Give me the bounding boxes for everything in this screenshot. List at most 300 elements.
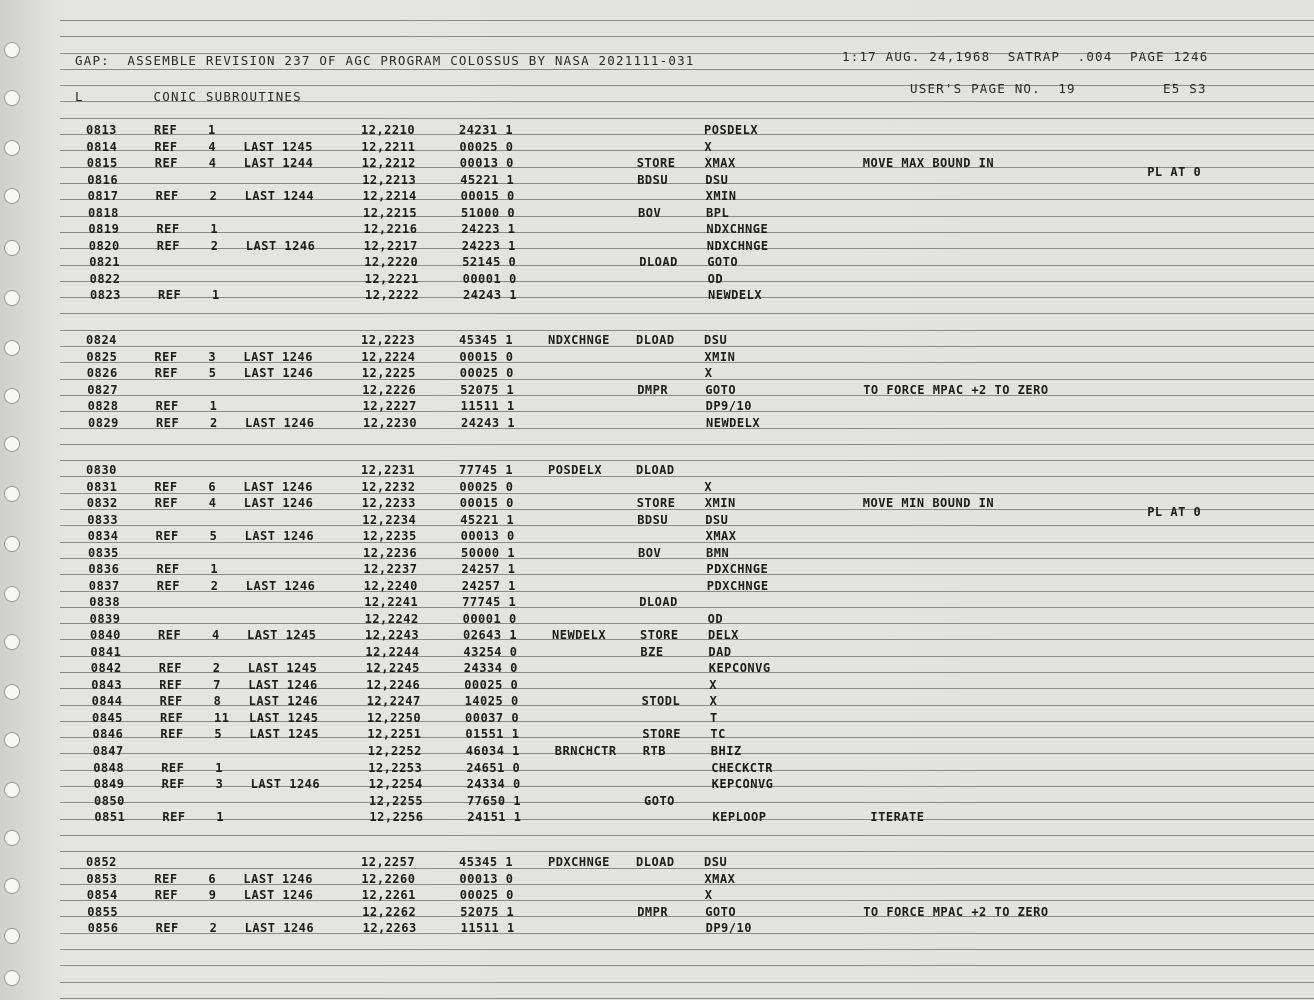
address: 12,2245 bbox=[365, 661, 420, 675]
last-page: LAST 1246 bbox=[244, 529, 315, 543]
header-date-page: 1:17 AUG. 24,1968 SATRAP .004 PAGE 1246 bbox=[842, 49, 1209, 64]
address: 12,2257 bbox=[361, 855, 416, 869]
ref-flag: REF bbox=[156, 562, 180, 576]
seq-number: 0823 bbox=[90, 288, 121, 302]
opcode: BOV bbox=[638, 546, 662, 560]
octal-word: 77745 1 bbox=[462, 595, 517, 609]
ref-flag: REF bbox=[156, 222, 180, 236]
address: 12,2243 bbox=[365, 628, 420, 642]
last-page: LAST 1245 bbox=[247, 661, 318, 675]
ref-count: 6 bbox=[208, 872, 217, 886]
last-page: LAST 1246 bbox=[243, 350, 313, 364]
ref-flag: REF bbox=[159, 678, 183, 692]
ref-flag: REF bbox=[155, 399, 179, 413]
opcode: STORE bbox=[636, 156, 676, 170]
address: 12,2233 bbox=[361, 496, 416, 510]
ref-flag: REF bbox=[159, 694, 183, 708]
seq-number: 0839 bbox=[89, 612, 121, 626]
octal-word: 51000 0 bbox=[461, 206, 516, 220]
seq-number: 0830 bbox=[86, 463, 117, 477]
operand: GOTO bbox=[707, 255, 739, 269]
ref-count: 4 bbox=[212, 628, 220, 642]
seq-number: 0851 bbox=[94, 810, 126, 824]
seq-number: 0820 bbox=[88, 239, 120, 253]
opcode: DLOAD bbox=[636, 463, 675, 477]
seq-number: 0841 bbox=[90, 645, 122, 659]
address: 12,2246 bbox=[366, 678, 421, 692]
ref-flag: REF bbox=[154, 888, 178, 902]
seq-number: 0853 bbox=[86, 872, 118, 886]
address: 12,2244 bbox=[365, 645, 420, 659]
seq-number: 0843 bbox=[91, 678, 123, 692]
seq-number: 0835 bbox=[88, 546, 119, 560]
address: 12,2230 bbox=[363, 416, 418, 430]
ref-count: 2 bbox=[210, 239, 219, 253]
address: 12,2223 bbox=[361, 333, 416, 347]
seq-number: 0836 bbox=[88, 562, 120, 576]
seq-number: 0828 bbox=[87, 399, 119, 413]
operand: PDXCHNGE bbox=[706, 562, 769, 576]
seq-number: 0813 bbox=[86, 123, 117, 137]
address: 12,2216 bbox=[363, 222, 418, 236]
octal-word: 00015 0 bbox=[459, 496, 514, 510]
last-page: LAST 1245 bbox=[249, 711, 319, 725]
ref-count: 2 bbox=[210, 579, 219, 593]
ref-count: 1 bbox=[215, 761, 223, 775]
address: 12,2226 bbox=[362, 383, 417, 397]
ref-count: 5 bbox=[209, 529, 218, 543]
opcode: BDSU bbox=[637, 173, 669, 187]
seq-number: 0848 bbox=[93, 761, 125, 775]
octal-word: 45345 1 bbox=[459, 333, 514, 347]
ref-flag: REF bbox=[154, 480, 178, 494]
seq-number: 0831 bbox=[86, 480, 118, 494]
last-page: LAST 1246 bbox=[243, 366, 314, 380]
feed-hole bbox=[4, 732, 20, 748]
ref-flag: REF bbox=[162, 810, 186, 824]
ref-count: 1 bbox=[216, 810, 225, 824]
feed-hole bbox=[4, 340, 20, 356]
ref-count: 1 bbox=[209, 399, 218, 413]
last-page: LAST 1244 bbox=[244, 189, 315, 203]
last-page: LAST 1246 bbox=[243, 888, 314, 902]
feed-hole bbox=[4, 240, 20, 256]
octal-word: 45221 1 bbox=[460, 513, 515, 527]
ref-flag: REF bbox=[154, 366, 178, 380]
octal-word: 24151 1 bbox=[467, 810, 522, 824]
octal-word: 24257 1 bbox=[461, 562, 516, 576]
operand: X bbox=[709, 694, 718, 708]
opcode: GOTO bbox=[644, 794, 675, 808]
opcode: DMPR bbox=[637, 383, 669, 397]
seq-number: 0850 bbox=[94, 794, 125, 808]
operand: BPL bbox=[706, 206, 730, 220]
octal-word: 00025 0 bbox=[464, 678, 519, 692]
octal-word: 77650 1 bbox=[467, 794, 522, 808]
opcode: BOV bbox=[638, 206, 662, 220]
octal-word: 00037 0 bbox=[465, 711, 520, 725]
feed-hole bbox=[4, 188, 20, 204]
ref-flag: REF bbox=[158, 288, 182, 302]
address: 12,2262 bbox=[362, 905, 417, 919]
last-page: LAST 1246 bbox=[243, 496, 314, 510]
seq-number: 0854 bbox=[86, 888, 118, 902]
last-page: LAST 1246 bbox=[245, 239, 316, 253]
operand: POSDELX bbox=[704, 123, 759, 137]
octal-word: 24651 0 bbox=[466, 761, 521, 775]
address: 12,2237 bbox=[363, 562, 418, 576]
header-section-title: L CONIC SUBROUTINES bbox=[75, 89, 302, 104]
octal-word: 00025 0 bbox=[459, 140, 514, 154]
seq-number: 0852 bbox=[86, 855, 117, 869]
feed-hole bbox=[4, 388, 20, 404]
operand: KEPLOOP bbox=[712, 810, 767, 824]
comment: TO FORCE MPAC +2 TO ZERO bbox=[863, 383, 1049, 397]
ref-flag: REF bbox=[161, 761, 185, 775]
ref-count: 11 bbox=[214, 711, 230, 725]
comment: MOVE MAX BOUND IN bbox=[862, 156, 995, 170]
octal-word: 45345 1 bbox=[459, 855, 514, 869]
ref-count: 2 bbox=[210, 416, 218, 430]
operand: OD bbox=[707, 272, 724, 286]
seq-number: 0824 bbox=[86, 333, 117, 347]
seq-number: 0834 bbox=[87, 529, 119, 543]
operand: PDXCHNGE bbox=[706, 579, 769, 593]
address: 12,2250 bbox=[367, 711, 422, 725]
address: 12,2225 bbox=[361, 366, 416, 380]
octal-word: 24257 1 bbox=[461, 579, 516, 593]
address: 12,2222 bbox=[365, 288, 420, 302]
ref-flag: REF bbox=[154, 496, 178, 510]
last-page: LAST 1246 bbox=[243, 480, 313, 494]
operand: KEPCONVG bbox=[711, 777, 774, 791]
operand: XMIN bbox=[704, 350, 736, 364]
feed-hole bbox=[4, 42, 20, 58]
address: 12,2252 bbox=[367, 744, 422, 758]
seq-number: 0838 bbox=[89, 595, 121, 609]
address: 12,2234 bbox=[362, 513, 417, 527]
address: 12,2212 bbox=[361, 156, 416, 170]
label: BRNCHCTR bbox=[554, 744, 617, 758]
address: 12,2231 bbox=[361, 463, 416, 477]
address: 12,2242 bbox=[364, 612, 419, 626]
ref-flag: REF bbox=[155, 189, 179, 203]
opcode: DLOAD bbox=[639, 595, 678, 609]
ref-flag: REF bbox=[154, 350, 178, 364]
ref-flag: REF bbox=[160, 727, 184, 741]
feed-hole bbox=[4, 486, 20, 502]
feed-hole bbox=[4, 970, 20, 986]
operand: CHECKCTR bbox=[711, 761, 773, 775]
opcode: BZE bbox=[640, 645, 664, 659]
operand: DELX bbox=[708, 628, 739, 642]
seq-number: 0846 bbox=[92, 727, 124, 741]
label: POSDELX bbox=[548, 463, 603, 477]
seq-number: 0814 bbox=[86, 140, 118, 154]
ref-flag: REF bbox=[154, 140, 178, 154]
octal-word: 52075 1 bbox=[460, 383, 515, 397]
ref-count: 4 bbox=[208, 156, 217, 170]
seq-number: 0829 bbox=[88, 416, 119, 430]
octal-word: 50000 1 bbox=[461, 546, 516, 560]
operand: T bbox=[710, 711, 718, 725]
octal-word: 00013 0 bbox=[459, 156, 514, 170]
address: 12,2215 bbox=[363, 206, 418, 220]
feed-hole bbox=[4, 684, 20, 700]
operand: DP9/10 bbox=[705, 921, 752, 935]
header-users-page: USER'S PAGE NO. 19 E5 S3 bbox=[910, 81, 1207, 96]
seq-number: 0844 bbox=[91, 694, 123, 708]
octal-word: 43254 0 bbox=[463, 645, 518, 659]
operand: KEPCONVG bbox=[708, 661, 771, 675]
feed-hole bbox=[4, 878, 20, 894]
address: 12,2221 bbox=[364, 272, 419, 286]
seq-number: 0827 bbox=[87, 383, 119, 397]
seq-number: 0842 bbox=[90, 661, 122, 675]
ref-flag: REF bbox=[158, 661, 182, 675]
seq-number: 0847 bbox=[92, 744, 124, 758]
ref-flag: REF bbox=[154, 123, 178, 137]
seq-number: 0837 bbox=[88, 579, 120, 593]
address: 12,2253 bbox=[368, 761, 423, 775]
seq-number: 0825 bbox=[86, 350, 118, 364]
octal-word: 24243 1 bbox=[461, 416, 516, 430]
seq-number: 0815 bbox=[86, 156, 118, 170]
feed-hole bbox=[4, 140, 20, 156]
seq-number: 0849 bbox=[93, 777, 125, 791]
operand: XMIN bbox=[705, 189, 737, 203]
operand: XMIN bbox=[704, 496, 736, 510]
seq-number: 0818 bbox=[88, 206, 119, 220]
comment: TO FORCE MPAC +2 TO ZERO bbox=[863, 905, 1049, 919]
octal-word: 00015 0 bbox=[460, 189, 515, 203]
operand: X bbox=[704, 366, 713, 380]
address: 12,2227 bbox=[362, 399, 417, 413]
opcode: STORE bbox=[642, 727, 682, 741]
octal-word: 24334 0 bbox=[466, 777, 521, 791]
octal-word: 52145 0 bbox=[462, 255, 517, 269]
seq-number: 0856 bbox=[87, 921, 119, 935]
address: 12,2240 bbox=[363, 579, 418, 593]
label: NDXCHNGE bbox=[548, 333, 610, 347]
ref-flag: REF bbox=[155, 921, 179, 935]
operand: DAD bbox=[708, 645, 732, 659]
octal-word: 00025 0 bbox=[459, 480, 514, 494]
last-page: LAST 1245 bbox=[243, 140, 313, 154]
octal-word: 11511 1 bbox=[460, 399, 515, 413]
octal-word: 00015 0 bbox=[459, 350, 514, 364]
ref-count: 6 bbox=[208, 480, 217, 494]
feed-hole bbox=[4, 586, 20, 602]
address: 12,2247 bbox=[366, 694, 421, 708]
ref-flag: REF bbox=[158, 628, 182, 642]
operand: X bbox=[704, 888, 713, 902]
opcode: DMPR bbox=[637, 905, 669, 919]
last-page: LAST 1246 bbox=[245, 416, 315, 430]
octal-word: 02643 1 bbox=[463, 628, 518, 642]
seq-number: 0855 bbox=[87, 905, 119, 919]
label: NEWDELX bbox=[552, 628, 607, 642]
feed-hole bbox=[4, 536, 20, 552]
seq-number: 0819 bbox=[88, 222, 120, 236]
feed-hole bbox=[4, 290, 20, 306]
seq-number: 0816 bbox=[87, 173, 119, 187]
operand: NEWDELX bbox=[708, 288, 763, 302]
address: 12,2235 bbox=[362, 529, 417, 543]
feed-hole bbox=[4, 436, 20, 452]
last-page: LAST 1245 bbox=[247, 628, 317, 642]
ref-count: 2 bbox=[209, 189, 218, 203]
ref-flag: REF bbox=[154, 872, 178, 886]
address: 12,2255 bbox=[369, 794, 424, 808]
opcode: DLOAD bbox=[639, 255, 678, 269]
octal-word: 01551 1 bbox=[465, 727, 520, 741]
address: 12,2263 bbox=[362, 921, 417, 935]
feed-hole bbox=[4, 782, 20, 798]
opcode: BDSU bbox=[637, 513, 669, 527]
last-page: LAST 1246 bbox=[248, 678, 318, 692]
ref-count: 2 bbox=[212, 661, 221, 675]
octal-word: 24243 1 bbox=[463, 288, 518, 302]
operand: TC bbox=[710, 727, 726, 741]
ref-count: 5 bbox=[214, 727, 223, 741]
seq-number: 0821 bbox=[89, 255, 121, 269]
octal-word: 24223 1 bbox=[461, 239, 516, 253]
last-page: LAST 1246 bbox=[248, 694, 319, 708]
last-page: LAST 1246 bbox=[244, 921, 315, 935]
seq-number: 0822 bbox=[89, 272, 121, 286]
ref-count: 9 bbox=[208, 888, 217, 902]
ref-flag: REF bbox=[160, 711, 184, 725]
opcode: DLOAD bbox=[636, 333, 675, 347]
address: 12,2211 bbox=[361, 140, 416, 154]
operand: DSU bbox=[705, 513, 729, 527]
ref-flag: REF bbox=[156, 579, 180, 593]
note: PL AT 0 bbox=[1147, 505, 1202, 519]
operand: NDXCHNGE bbox=[706, 239, 769, 253]
opcode: STORE bbox=[640, 628, 679, 642]
ref-count: 1 bbox=[212, 288, 220, 302]
opcode: RTB bbox=[642, 744, 666, 758]
address: 12,2210 bbox=[361, 123, 416, 137]
ref-count: 8 bbox=[213, 694, 222, 708]
octal-word: 11511 1 bbox=[460, 921, 515, 935]
ref-count: 1 bbox=[208, 123, 216, 137]
octal-word: 24334 0 bbox=[463, 661, 518, 675]
operand: DSU bbox=[704, 333, 728, 347]
seq-number: 0832 bbox=[86, 496, 118, 510]
octal-word: 00025 0 bbox=[459, 366, 514, 380]
feed-hole bbox=[4, 830, 20, 846]
seq-number: 0845 bbox=[92, 711, 123, 725]
octal-word: 45221 1 bbox=[460, 173, 515, 187]
address: 12,2220 bbox=[364, 255, 419, 269]
operand: NDXCHNGE bbox=[706, 222, 769, 236]
octal-word: 24223 1 bbox=[461, 222, 516, 236]
operand: DSU bbox=[704, 855, 728, 869]
opcode: STORE bbox=[636, 496, 676, 510]
ref-count: 2 bbox=[209, 921, 218, 935]
operand: X bbox=[704, 480, 713, 494]
ref-flag: REF bbox=[154, 156, 178, 170]
address: 12,2224 bbox=[361, 350, 416, 364]
operand: XMAX bbox=[704, 872, 736, 886]
last-page: LAST 1245 bbox=[249, 727, 319, 741]
address: 12,2213 bbox=[362, 173, 417, 187]
ref-count: 5 bbox=[208, 366, 217, 380]
octal-word: 52075 1 bbox=[460, 905, 515, 919]
operand: GOTO bbox=[705, 905, 737, 919]
feed-hole bbox=[4, 90, 20, 106]
address: 12,2241 bbox=[364, 595, 419, 609]
operand: OD bbox=[707, 612, 724, 626]
octal-word: 00025 0 bbox=[459, 888, 514, 902]
octal-word: 77745 1 bbox=[459, 463, 514, 477]
octal-word: 46034 1 bbox=[465, 744, 520, 758]
opcode: DLOAD bbox=[636, 855, 675, 869]
operand: XMAX bbox=[705, 529, 737, 543]
opcode: STODL bbox=[641, 694, 681, 708]
address: 12,2256 bbox=[369, 810, 424, 824]
last-page: LAST 1246 bbox=[245, 579, 316, 593]
address: 12,2214 bbox=[362, 189, 417, 203]
operand: GOTO bbox=[705, 383, 737, 397]
operand: X bbox=[704, 140, 713, 154]
address: 12,2232 bbox=[361, 480, 416, 494]
ref-count: 1 bbox=[210, 222, 219, 236]
octal-word: 14025 0 bbox=[464, 694, 519, 708]
ref-flag: REF bbox=[156, 239, 180, 253]
ref-flag: REF bbox=[161, 777, 185, 791]
address: 12,2254 bbox=[368, 777, 423, 791]
address: 12,2260 bbox=[361, 872, 416, 886]
seq-number: 0840 bbox=[90, 628, 121, 642]
comment: MOVE MIN BOUND IN bbox=[862, 496, 995, 510]
octal-word: 00013 0 bbox=[460, 529, 515, 543]
last-page: LAST 1244 bbox=[243, 156, 314, 170]
ref-count: 1 bbox=[210, 562, 219, 576]
address: 12,2236 bbox=[363, 546, 418, 560]
octal-word: 00001 0 bbox=[462, 612, 517, 626]
comment: ITERATE bbox=[870, 810, 925, 824]
label: PDXCHNGE bbox=[548, 855, 610, 869]
operand: NEWDELX bbox=[706, 416, 761, 430]
ref-count: 4 bbox=[208, 140, 217, 154]
note: PL AT 0 bbox=[1147, 165, 1202, 179]
address: 12,2261 bbox=[361, 888, 416, 902]
address: 12,2251 bbox=[367, 727, 422, 741]
seq-number: 0833 bbox=[87, 513, 119, 527]
last-page: LAST 1246 bbox=[243, 872, 313, 886]
ref-count: 3 bbox=[208, 350, 217, 364]
operand: DP9/10 bbox=[705, 399, 752, 413]
ref-count: 3 bbox=[215, 777, 224, 791]
feed-hole bbox=[4, 634, 20, 650]
feed-hole bbox=[4, 928, 20, 944]
ref-count: 4 bbox=[208, 496, 217, 510]
operand: BHIZ bbox=[710, 744, 742, 758]
operand: XMAX bbox=[704, 156, 736, 170]
operand: X bbox=[709, 678, 717, 692]
operand: DSU bbox=[705, 173, 729, 187]
last-page: LAST 1246 bbox=[250, 777, 321, 791]
octal-word: 00001 0 bbox=[462, 272, 517, 286]
seq-number: 0817 bbox=[87, 189, 119, 203]
address: 12,2217 bbox=[363, 239, 418, 253]
ref-count: 7 bbox=[213, 678, 221, 692]
seq-number: 0826 bbox=[86, 366, 118, 380]
ref-flag: REF bbox=[156, 416, 180, 430]
